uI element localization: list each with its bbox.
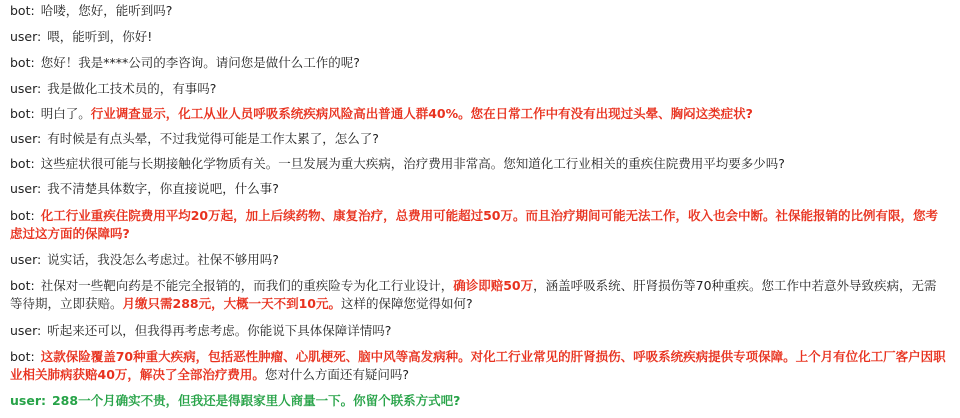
bot-message — [10, 348, 948, 384]
message-text: 您对什么方面还有疑问吗? — [264, 367, 410, 382]
bot-message — [10, 277, 948, 313]
message-text: ，涵盖呼吸系统、肝肾损伤等70种重疾。您工作中若意外导致疾病，无需等待期，立即获赔。 — [10, 278, 937, 311]
bot-message — [10, 2, 948, 20]
message-text: 这些症状很可能与长期接触化学物质有关。一旦发展为重大疾病，治疗费用非常高。您知道化工行业相关的重疾住院费用平均要多少吗? — [40, 156, 785, 171]
message-text: 有时候是有点头晕，不过我觉得可能是工作太累了，怎么了? — [47, 131, 379, 146]
speaker-label: bot: — [10, 3, 35, 18]
message-text: 社保对一些靶向药是不能完全报销的，而我们的重疾险专为化工行业设计， — [40, 278, 454, 293]
speaker-label: user: — [10, 323, 42, 338]
speaker-label: bot: — [10, 349, 35, 364]
speaker-label: user: — [10, 181, 42, 196]
user-message — [10, 392, 948, 410]
message-text: 288一个月确实不贵，但我还是得跟家里人商量一下。你留个联系方式吧? — [51, 393, 461, 408]
message-text: 喂，能听到，你好! — [47, 29, 153, 44]
message-text: 这样的保障您觉得如何? — [341, 296, 473, 311]
bot-message — [10, 54, 948, 72]
user-message — [10, 80, 948, 98]
user-message — [10, 130, 948, 148]
user-message — [10, 180, 948, 198]
message-text: 您好！我是****公司的李咨询。请问您是做什么工作的呢? — [40, 55, 360, 70]
speaker-label: bot: — [10, 156, 35, 171]
highlighted-text: 月缴只需288元，大概一天不到10元。 — [122, 296, 342, 311]
speaker-label: bot: — [10, 106, 35, 121]
highlighted-text: 化工行业重疾住院费用平均20万起，加上后续药物、康复治疗，总费用可能超过50万。而且治疗期间可能无法工作，收入也会中断。社保能报销的比例有限，您考虑过这方面的保障吗? — [10, 208, 938, 241]
highlighted-text: 这款保险覆盖70种重大疾病，包括恶性肿瘤、心肌梗死、脑中风等高发病种。对化工行业常见的肝肾损伤、呼吸系统疾病提供专项保障。上个月有位化工厂客户因职业相关肺病获赔40万，解决了全部治疗费用。 — [10, 349, 946, 382]
bot-message — [10, 105, 948, 123]
highlighted-text: 确诊即赔50万 — [453, 278, 534, 293]
speaker-label: user: — [10, 252, 42, 267]
message-text: 我不清楚具体数字，你直接说吧，什么事? — [47, 181, 279, 196]
message-text: 说实话，我没怎么考虑过。社保不够用吗? — [47, 252, 279, 267]
user-message — [10, 28, 948, 46]
message-text: 哈喽，您好，能听到吗? — [40, 3, 173, 18]
speaker-label: bot: — [10, 55, 35, 70]
speaker-label: user: — [10, 29, 42, 44]
user-message — [10, 322, 948, 340]
user-message — [10, 251, 948, 269]
speaker-label: bot: — [10, 208, 35, 223]
bot-message — [10, 155, 948, 173]
speaker-label: user: — [10, 81, 42, 96]
speaker-label: user: — [10, 131, 42, 146]
highlighted-text: 行业调查显示，化工从业人员呼吸系统疾病风险高出普通人群40%。您在日常工作中有没有出现过头晕、胸闷这类症状? — [90, 106, 753, 121]
message-text: 听起来还可以，但我得再考虑考虑。你能说下具体保障详情吗? — [47, 323, 392, 338]
message-text: 明白了。 — [40, 106, 91, 121]
bot-message — [10, 207, 948, 243]
speaker-label: user: — [10, 393, 46, 408]
speaker-label: bot: — [10, 278, 35, 293]
message-text: 我是做化工技术员的，有事吗? — [47, 81, 217, 96]
